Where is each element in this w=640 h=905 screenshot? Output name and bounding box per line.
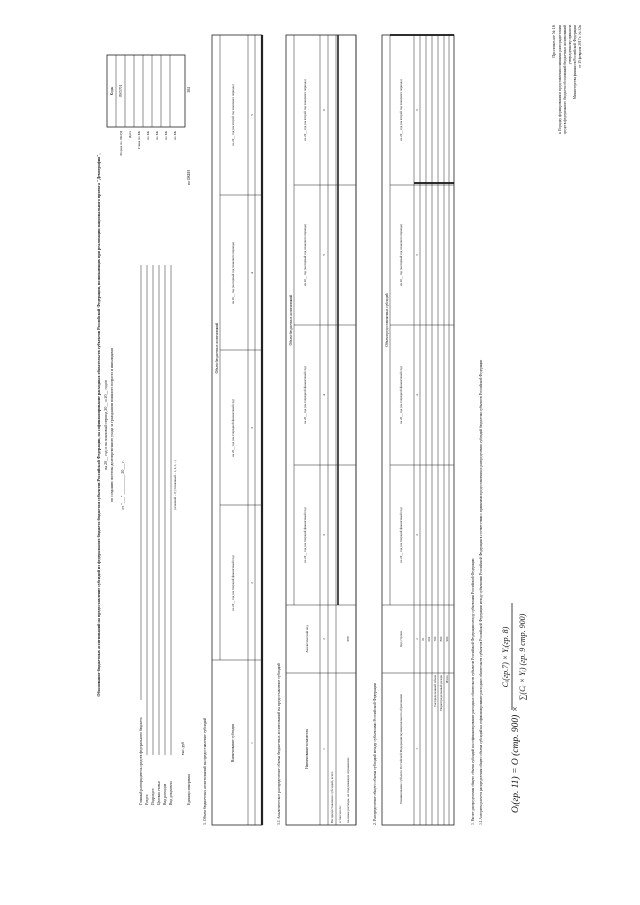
section11-row-code: 999 [346,636,350,642]
document-subtitle: по созданию системы долговременного ухода за гражданами пожилого возраста и инвалидами [110,348,114,502]
section11-num: 4 [322,394,326,396]
section1-col: на 20__ год (на второй год планового периода) [231,84,235,146]
section11-table [286,35,356,825]
svg-text:Глава по БК: Глава по БК [137,131,141,149]
section11-col: на 20__ год (на второй год планового периода) [303,79,307,141]
section1-col: на 20__ год (на очередной финансовый год) [231,399,235,457]
section2-col: на 20__ год (на текущий финансовый год) [399,507,403,563]
section2-row-code: 900 [445,636,449,642]
document-years: на 20__ год и на плановый период 20__ и 20__ годов [103,380,108,470]
section11-num: 2 [322,638,326,640]
section11-col: на 20__ год (на текущий финансовый год) [303,507,307,563]
svg-text:Вид документа: Вид документа [169,781,173,805]
form-fields [139,87,191,805]
svg-text:по ОКЕИ: по ОКЕИ [187,170,191,185]
section11-col-code: Аналитический код [305,625,309,653]
section2-num: 3 [415,534,419,536]
svg-text:по БК: по БК [155,131,159,140]
svg-text:Дата: Дата [128,131,132,138]
section11-num: 5 [322,254,326,256]
svg-text:Раздел: Раздел [145,794,149,805]
section2-col-name: Наименование субъекта Российской Федерации/муниципального образования [399,694,403,804]
section2-row-label: Нераспределенный резерв [439,675,443,711]
section11-col: на 20__ год (на первый год планового периода) [303,223,307,287]
svg-text:0505701: 0505701 [119,84,123,98]
svg-text:тыс. руб: тыс. руб [181,741,185,755]
svg-text:утвержденному приказом: утвержденному приказом [568,25,572,65]
section11-row-label: На предоставление субсидий, всего [330,771,334,823]
section11-row-label: в том числе: [338,805,342,823]
section2-row-code: 800 [439,636,443,642]
appendix-sub [558,24,582,134]
section2-row-code: 01 [421,637,425,641]
svg-text:средств федерального бюджета о: средств федерального бюджета обоснований бюджетных ассигнований [563,25,567,135]
document-title: Обоснование бюджетных ассигнований на предоставление субсидий из федерального бюджета бюджетам субъектов Российской Федерации, на софинансирование расходных обязательств субъектов Российской Федерации, возникающих при реализации национального проекта "Демография", [96,153,101,697]
section1-num: 3 [250,427,254,429]
section11-col-name: Наименование показателя [305,729,309,769]
section1-table [212,35,262,825]
section2-col: на 20__ год (на первый год планового периода) [399,223,403,287]
section1-col: на 20__ год (на текущий финансовый год) [231,555,235,611]
section2-num: 6 [415,109,419,111]
section3-line1: 3. Расчет распределения общего объема субсидий на софинансирование расходных обязательств субъектов Российской Федерации между субъектами Российской Федерации [471,558,475,825]
section2-num: 1 [415,748,419,750]
svg-text:Коды: Коды [110,86,114,96]
section2-col-code: Код строки [399,631,403,647]
section2-title: 2. Распределение общего объема субсидий между субъектами Российской Федерации [373,682,377,825]
section1-num: 1 [250,742,254,744]
section2-num: 2 [415,638,419,640]
svg-text:(основной – 0; уточненный – 1,: (основной – 0; уточненный – 1, 2, 3, ...) [173,460,177,510]
svg-text:Главный распорядитель средств: Главный распорядитель средств федерального бюджета [139,717,143,805]
section2-row-label: Итого [445,675,449,684]
svg-text:по БК: по БК [146,131,150,140]
section2-row-label: Распределенный объем [433,675,437,707]
section2-col: на 20__ год (на очередной финансовый год) [399,366,403,424]
formula-numerator: Cᵢ(гр.7) × Yᵢ(гр. 8) [501,626,510,688]
section2-row-code: 002 [427,636,431,642]
svg-text:Министерства финансов Российск: Министерства финансов Российской Федерации [573,25,577,100]
distribution-formula [501,603,527,813]
section2-num: 4 [415,394,419,396]
svg-text:от 15 февраля 2017 г. № 32н: от 15 февраля 2017 г. № 32н [578,25,582,68]
section3-line2: 3.1 Алгоритм расчета распределения общего объема субсидий на софинансирование расходных обязательств субъектов Российской Федерации между субъектами Российской Федерации в соответствии с правилами предоставления и распределения субсидий бюджетам субъектов Российской Федерации [479,359,483,825]
section1-num: 5 [250,114,254,116]
codes-box [107,55,185,156]
section11-group-header: Объем бюджетных ассигнований [289,294,293,346]
svg-text:Форма по ОКУД: Форма по ОКУД [119,131,123,156]
svg-text:Подраздел: Подраздел [151,788,155,805]
document-date: от "___" __________ 20___ г. [120,460,125,510]
section1-num: 2 [250,582,254,584]
section1-group-header: Объем бюджетных ассигнований [215,322,219,374]
svg-text:384: 384 [187,87,191,93]
svg-text:к Порядку формирования и предс: к Порядку формирования и представления главными распорядителями [558,25,562,134]
section1-col: на 20__ год (на первый год планового периода) [231,241,235,305]
section1-col-name: Наименование субсидии [231,723,235,763]
svg-text:по БК: по БК [173,131,177,140]
section2-table [382,35,454,825]
section11-num: 6 [322,109,326,111]
appendix-label: Приложение № 16 [551,25,556,58]
section2-row-code: 700 [433,636,437,642]
section11-col: на 20__ год (на очередной финансовый год) [303,366,307,424]
svg-text:Единица измерения: Единица измерения [187,773,191,805]
section11-row-label: на иные расходы, не подлежащие отражению [346,757,350,823]
section11-num: 3 [322,534,326,536]
formula-denominator: ∑(Cᵢ × Yᵢ) (гр. 9 стр. 900) [518,613,527,701]
svg-text:Целевая статья: Целевая статья [157,781,161,805]
svg-text:по БК: по БК [164,131,168,140]
svg-text:Вид расходов: Вид расходов [163,783,167,805]
formula-lhs: Oᵢ(гр. 11) = O (стр. 900) × [511,705,521,813]
section2-num: 5 [415,254,419,256]
section2-group-header: Объем предоставляемых субсидий [385,293,389,347]
section2-col: на 20__ год (на второй год планового периода) [399,79,403,141]
section1-num: 4 [250,272,254,274]
section1-title: 1. Объем бюджетных ассигнований на предоставление субсидий [203,717,207,825]
section11-title: 1.1 Аналитическое распределение объема бюджетных ассигнований на предоставление субсидий [277,663,281,825]
section11-num: 1 [322,748,326,750]
